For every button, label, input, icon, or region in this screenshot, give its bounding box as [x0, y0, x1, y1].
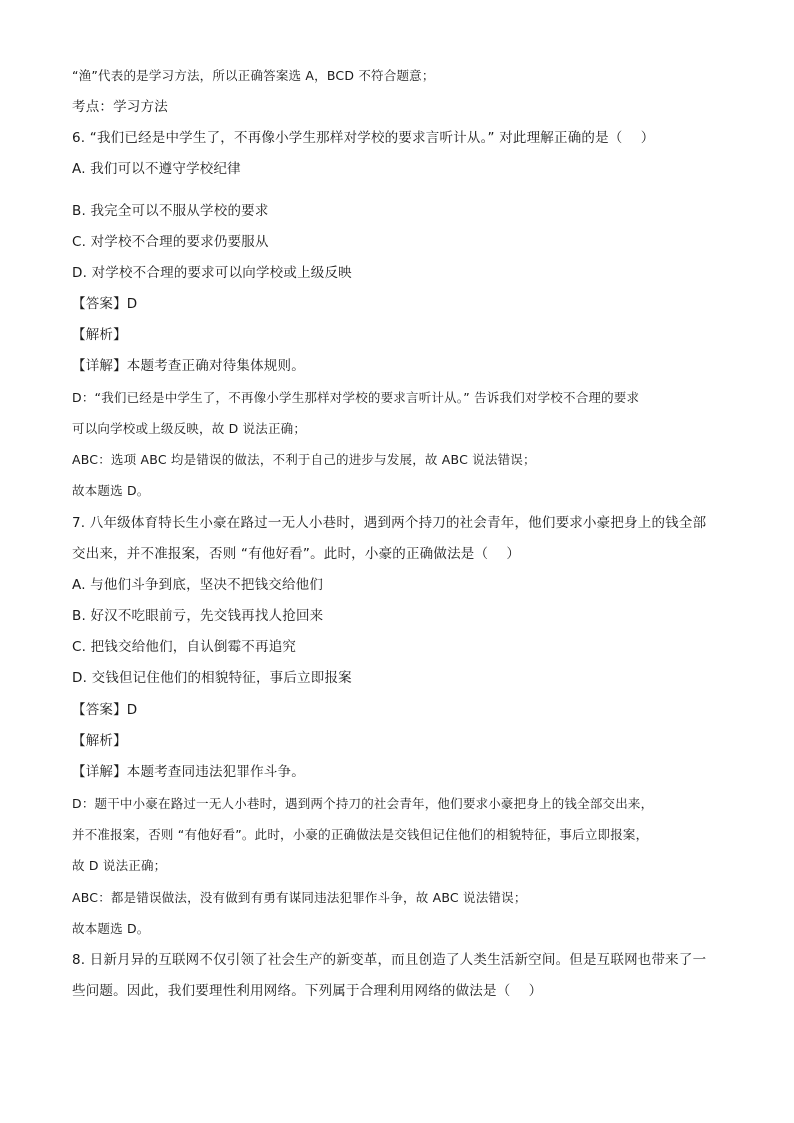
question-6-stem: 6. “我们已经是中学生了，不再像小学生那样对学校的要求言听计从。” 对此理解正确的是（ ） — [72, 130, 655, 146]
analysis-label: 【解析】 — [72, 327, 127, 343]
detail-text: 故 D 说法正确； — [72, 858, 167, 873]
question-8-stem: 8. 日新月异的互联网不仅引领了社会生产的新变革，而且创造了人类生活新空间。但是互联网也带来了一 — [72, 952, 707, 968]
text-line: “渔”代表的是学习方法，所以正确答案选 A，BCD 不符合题意； — [72, 68, 435, 83]
option-d: D. 对学校不合理的要求可以向学校或上级反映 — [72, 265, 352, 281]
detail-text: D：题干中小豪在路过一无人小巷时，遇到两个持刀的社会青年，他们要求小豪把身上的钱全部交出来， — [72, 796, 654, 811]
detail-text: 【详解】本题考查正确对待集体规则。 — [72, 358, 305, 374]
option-b: B. 好汉不吃眼前亏，先交钱再找人抢回来 — [72, 608, 324, 624]
answer-label: 【答案】D — [72, 702, 138, 718]
detail-text: 【详解】本题考查同违法犯罪作斗争。 — [72, 764, 305, 780]
question-8-stem: 些问题。因此，我们要理性利用网络。下列属于合理利用网络的做法是（ ） — [72, 983, 543, 999]
detail-text: 并不准报案，否则 “有他好看”。此时，小豪的正确做法是交钱但记住他们的相貌特征，事后立即报案， — [72, 827, 649, 842]
detail-text: 故本题选 D。 — [72, 921, 150, 936]
detail-text: 故本题选 D。 — [72, 483, 150, 498]
detail-text: ABC：都是错误做法，没有做到有勇有谋同违法犯罪作斗争，故 ABC 说法错误； — [72, 890, 527, 905]
option-c: C. 把钱交给他们，自认倒霉不再追究 — [72, 639, 297, 655]
detail-text: ABC：选项 ABC 均是错误的做法，不利于自己的进步与发展，故 ABC 说法错误； — [72, 452, 536, 467]
question-7-stem: 7. 八年级体育特长生小豪在路过一无人小巷时，遇到两个持刀的社会青年，他们要求小豪把身上的钱全部 — [72, 515, 707, 531]
detail-text: 可以向学校或上级反映，故 D 说法正确； — [72, 421, 307, 436]
option-a: A. 我们可以不遵守学校纪律 — [72, 161, 241, 177]
option-c: C. 对学校不合理的要求仍要服从 — [72, 234, 269, 250]
text-line: 考点：学习方法 — [72, 99, 168, 115]
question-7-stem: 交出来，并不准报案，否则 “有他好看”。此时，小豪的正确做法是（ ） — [72, 546, 521, 562]
detail-text: D：“我们已经是中学生了，不再像小学生那样对学校的要求言听计从。” 告诉我们对学校不合理的要求 — [72, 390, 640, 405]
answer-label: 【答案】D — [72, 296, 138, 312]
option-d: D. 交钱但记住他们的相貌特征，事后立即报案 — [72, 670, 352, 686]
option-a: A. 与他们斗争到底，坚决不把钱交给他们 — [72, 577, 324, 593]
analysis-label: 【解析】 — [72, 733, 127, 749]
option-b: B. 我完全可以不服从学校的要求 — [72, 203, 269, 219]
